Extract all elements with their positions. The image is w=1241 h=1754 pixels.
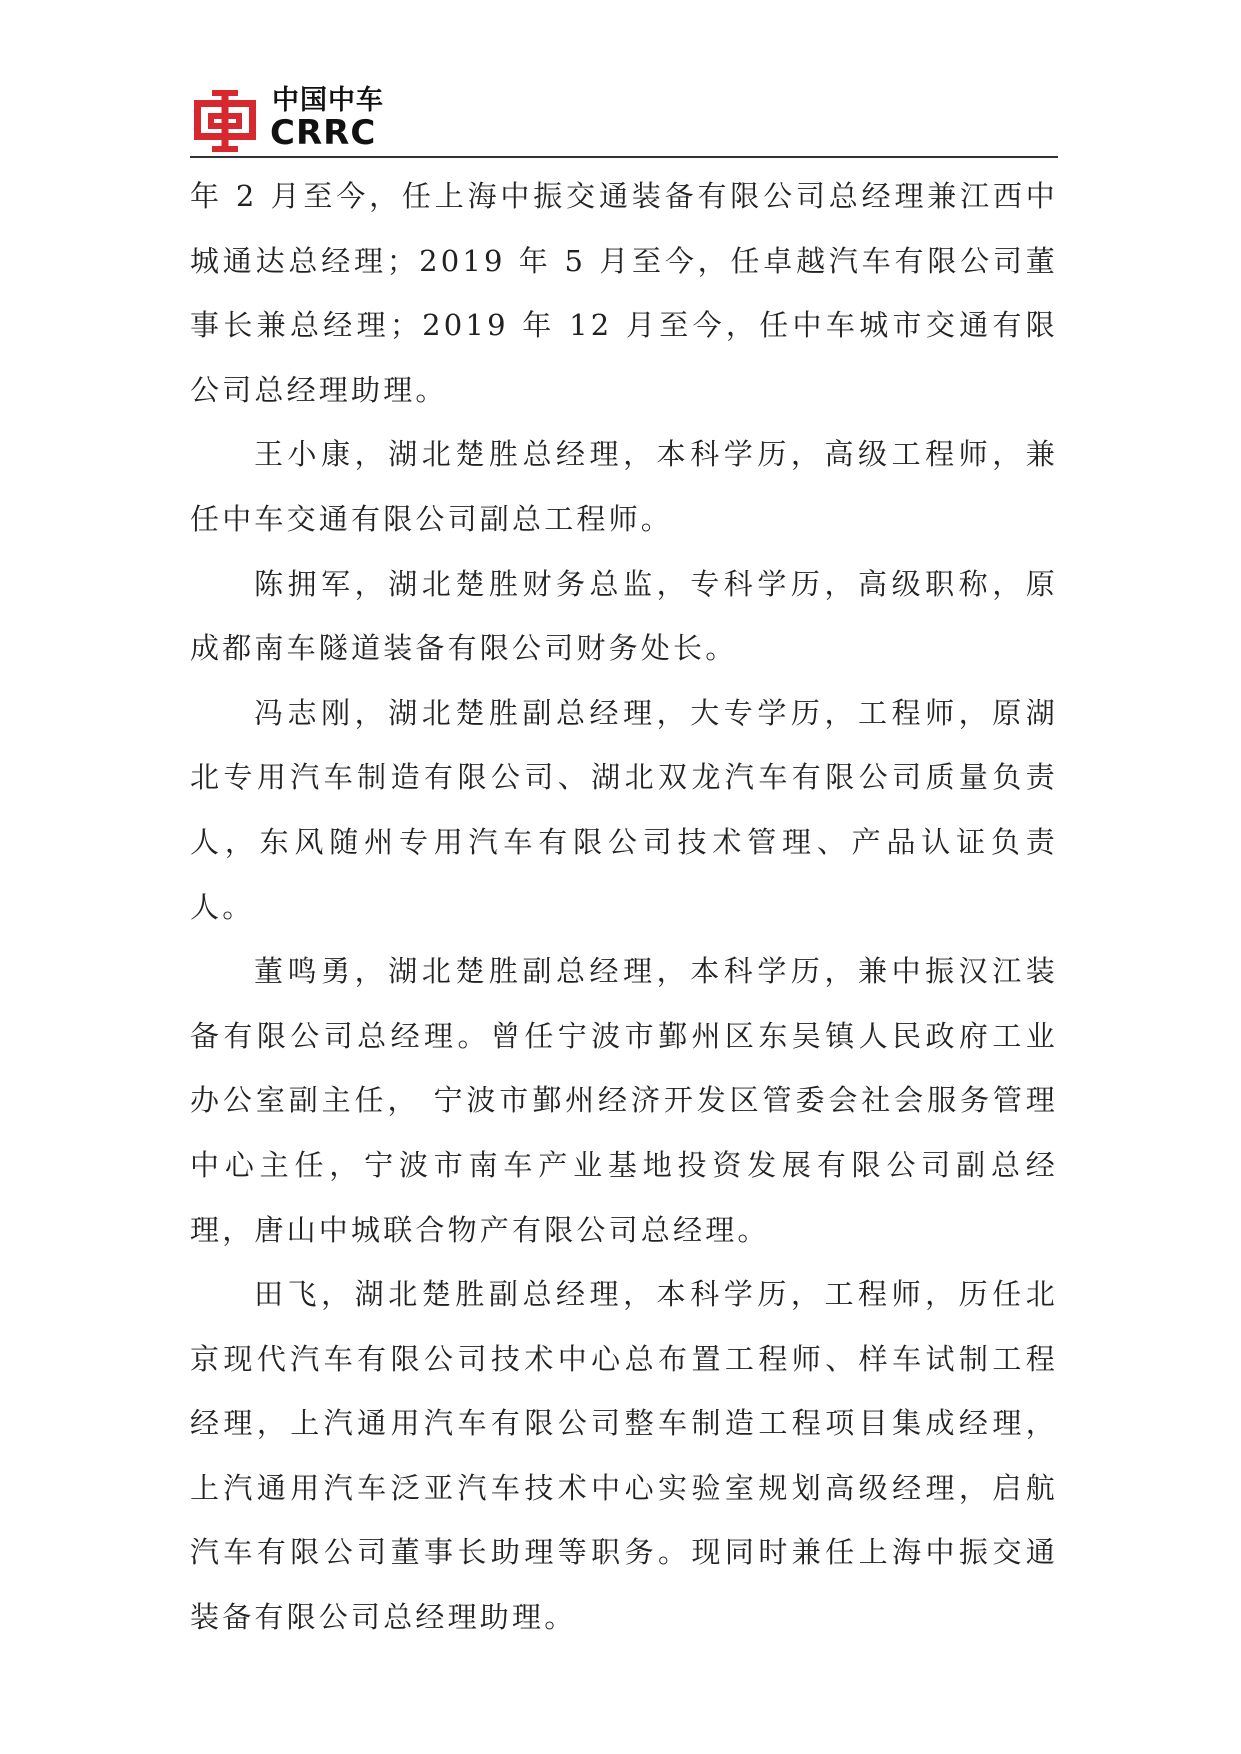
paragraph-continued: 年 2 月至今，任上海中振交通装备有限公司总经理兼江西中城通达总经理；2019 年 5 月至今，任卓越汽车有限公司董事长兼总经理；2019 年 12 月至今，任中车城市交通有限公司总经理助理。	[190, 179, 1058, 407]
logo-english-text: CRRC	[270, 113, 377, 153]
paragraph-tian-fei: 田飞，湖北楚胜副总经理，本科学历，工程师，历任北京现代汽车有限公司技术中心总布置工程师、样车试制工程经理，上汽通用汽车有限公司整车制造工程项目集成经理，上汽通用汽车泛亚汽车技术中心实验室规划高级经理，启航汽车有限公司董事长助理等职务。现同时兼任上海中振交通装备有限公司总经理助理。	[190, 1277, 1058, 1635]
crrc-logo-icon	[192, 90, 258, 152]
header-divider	[190, 156, 1058, 158]
paragraph-dong-mingyong: 董鸣勇，湖北楚胜副总经理，本科学历，兼中振汉江装备有限公司总经理。曾任宁波市鄞州区东吴镇人民政府工业办公室副主任， 宁波市鄞州经济开发区管委会社会服务管理中心主任，宁波市南车产业基地投资发展有限公司副总经理，唐山中城联合物产有限公司总经理。	[190, 954, 1058, 1247]
page-header	[0, 0, 1241, 160]
logo-chinese-text: 中国中车	[272, 85, 384, 116]
paragraph-chen-yongjun: 陈拥军，湖北楚胜财务总监，专科学历，高级职称，原成都南车隧道装备有限公司财务处长。	[190, 566, 1058, 666]
paragraph-feng-zhigang: 冯志刚，湖北楚胜副总经理，大专学历，工程师，原湖北专用汽车制造有限公司、湖北双龙汽车有限公司质量负责人，东风随州专用汽车有限公司技术管理、产品认证负责人。	[190, 695, 1058, 924]
document-body	[190, 164, 1058, 1650]
paragraph-wang-xiaokang: 王小康，湖北楚胜总经理，本科学历，高级工程师，兼任中车交通有限公司副总工程师。	[190, 437, 1058, 536]
